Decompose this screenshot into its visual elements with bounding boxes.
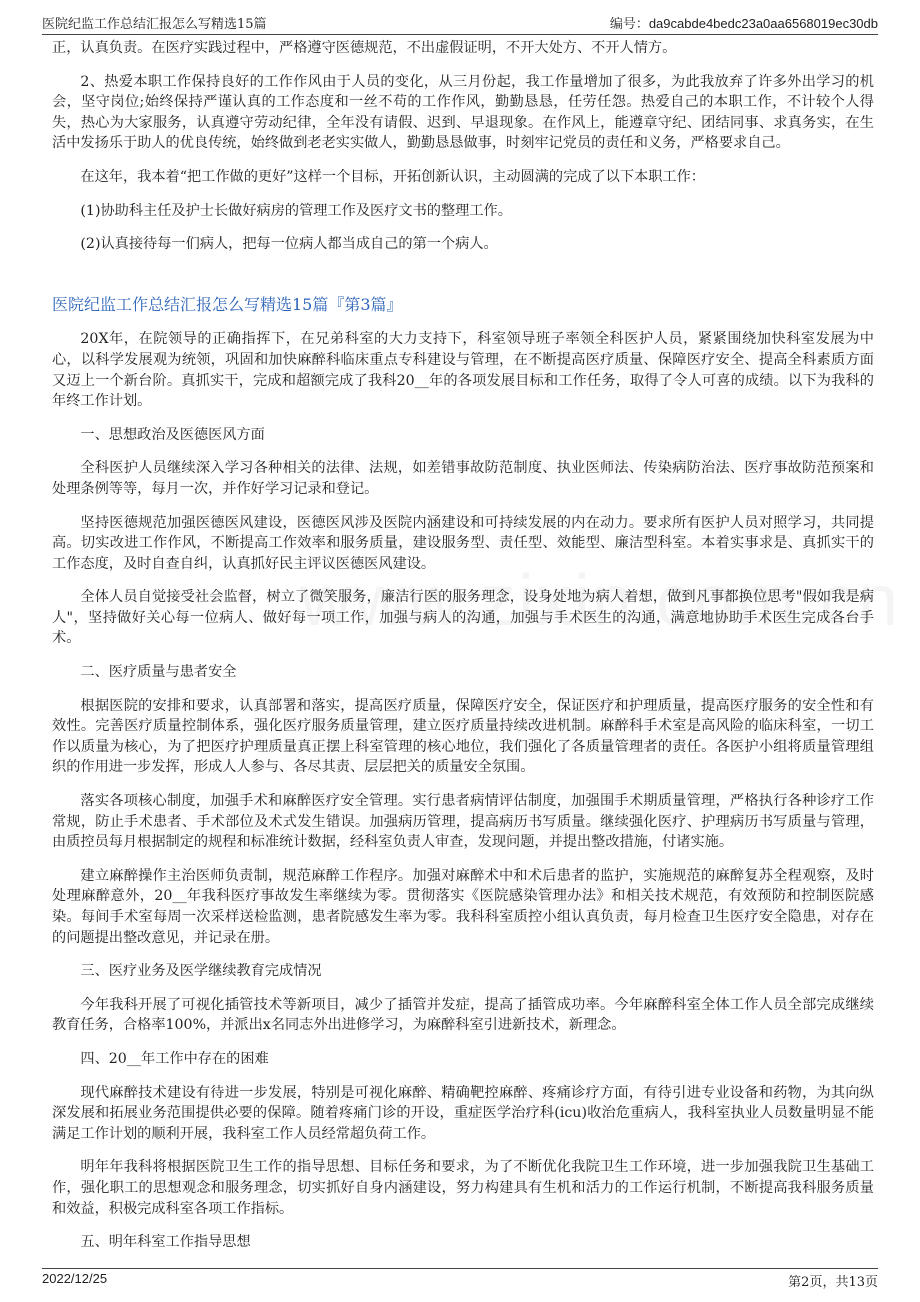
subheading: 五、明年科室工作指导思想 [80, 1234, 251, 1251]
footer-date: 2022/12/25 [42, 1271, 108, 1286]
paragraph: 根据医院的安排和要求，认真部署和落实，提高医疗质量，保障医疗安全，保证医疗和护理质量，提高医疗服务的安全性和有效性。完善医疗质量控制体系，强化医疗服务质量管理，建立医疗质量持续改进机制。麻醉科手术室是高风险的临床科室，一切工作以质量为核心，为了把医疗护理质量真正摆上科室管理的核心地位，我们强化了各质量管理者的责任。各医护小组将质量管理组织的作用进一步发挥，形成人人参与、各尽其责、层层把关的质量安全氛围。 [52, 697, 874, 776]
document-id: 编号：da9cabde4bedc23a0aa6568019ec30db [609, 16, 878, 31]
paragraph: 2、热爱本职工作保持良好的工作作风由于人员的变化，从三月份起，我工作量增加了很多，为此我放弃了许多外出学习的机会，坚守岗位;始终保持严谨认真的工作态度和一丝不苟的工作作风，勤勤恳恳，任劳任怨。热爱自己的本职工作，不计较个人得失，热心为大家服务，认真遵守劳动纪律，全年没有请假、迟到、早退现象。在作风上，能遵章守纪、团结同事、求真务实，在生活中发扬乐于助人的优良传统，始终做到老老实实做人，勤勤恳恳做事，时刻牢记党员的责任和义务，严格要求自己。 [52, 73, 874, 152]
paragraph: 落实各项核心制度，加强手术和麻醉医疗安全管理。实行患者病情评估制度，加强围手术期质量管理，严格执行各种诊疗工作常规，防止手术患者、手术部位及术式发生错误。加强病历管理，提高病历书写质量。继续强化医疗、护理病历书写质量与管理，由质控员每月根据制定的规程和标准统计数据，经科室负责人审查，发现问题，并提出整改措施，付诸实施。 [52, 793, 874, 851]
paragraph: 20X年，在院领导的正确指挥下，在兄弟科室的大力支持下，科室领导班子率领全科医护人员，紧紧围绕加快科室发展为中心，以科学发展观为统领，巩固和加快麻醉科临床重点专科建设与管理，在不断提高医疗质量、保障医疗安全、提高全科素质方面又迈上一个新台阶。真抓实干，完成和超额完成了我科20__年的各项发展目标和工作任务，取得了令人可喜的成绩。以下为我科的年终工作计划。 [52, 331, 874, 410]
page-footer [42, 1268, 878, 1291]
paragraph: 坚持医德规范加强医德医风建设，医德医风涉及医院内涵建设和可持续发展的内在动力。要求所有医护人员对照学习，共同提高。切实改进工作作风，不断提高工作效率和服务质量，建设服务型、责任型、效能型、廉洁型科室。本着实事求是、真抓实干的工作态度，及时自查自纠，认真抓好民主评议医德医风建设。 [52, 514, 874, 572]
list-item: (2)认真接待每一们病人，把每一位病人都当成自己的第一个病人。 [80, 236, 498, 253]
subheading: 一、思想政治及医德医风方面 [80, 426, 265, 443]
subheading: 四、20__年工作中存在的困难 [80, 1050, 269, 1067]
paragraph: 今年我科开展了可视化插管技术等新项目，减少了插管并发症，提高了插管成功率。今年麻醉科室全体工作人员全部完成继续教育任务，合格率100%，并派出x名同志外出进修学习，为麻醉科室引进新技术，新理念。 [52, 996, 874, 1034]
list-item: (1)协助科主任及护士长做好病房的管理工作及医疗文书的整理工作。 [80, 202, 512, 219]
paragraph: 全科医护人员继续深入学习各种相关的法律、法规，如差错事故防范制度、执业医师法、传染病防治法、医疗事故防范预案和处理条例等等，每月一次，并作好学习记录和登记。 [52, 460, 874, 497]
paragraph: 现代麻醉技术建设有待进一步发展，特别是可视化麻醉、精确靶控麻醉、疼痛诊疗方面，有待引进专业设备和药物，为其向纵深发展和拓展业务范围提供必要的保障。随着疼痛门诊的开设，重症医学治疗科(icu)收治危重病人，我科室执业人员数量明显不能满足工作计划的顺利开展，我科室工作人员经常超负荷工作。 [52, 1084, 874, 1142]
paragraph: 建立麻醉操作主治医师负责制，规范麻醉工作程序。加强对麻醉术中和术后患者的监护，实施规范的麻醉复苏全程观察，及时处理麻醉意外，20__年我科医疗事故发生率继续为零。贯彻落实《医院感染管理办法》和相关技术规范，有效预防和控制医院感染。每间手术室每周一次采样送检监测，患者院感发生率为零。我科科室质控小组认真负责，每月检查卫生医疗安全隐患，对存在的问题提出整改意见，并记录在册。 [52, 867, 874, 946]
subheading: 二、医疗质量与患者安全 [80, 664, 237, 681]
page-number: 第2页，共13页 [788, 1275, 878, 1290]
paragraph: 全体人员自觉接受社会监督，树立了微笑服务，廉洁行医的服务理念，设身处地为病人着想，做到凡事都换位思考"假如我是病人"，坚持做好关心每一位病人、做好每一项工作，加强与病人的沟通，加强与手术医生的沟通，满意地协助手术医生完成各台手术。 [52, 589, 874, 647]
subheading: 三、医疗业务及医学继续教育完成情况 [80, 963, 322, 980]
paragraph: 在这年，我本着“把工作做的更好”这样一个目标，开拓创新认识，主动圆满的完成了以下本职工作： [80, 168, 705, 185]
paragraph: 正，认真负责。在医疗实践过程中，严格遵守医德规范，不出虚假证明，不开大处方、不开人情方。 [52, 40, 677, 56]
document-body [52, 38, 874, 1266]
section-title: 医院纪监工作总结汇报怎么写精选15篇『第3篇』 [52, 294, 403, 314]
header-title: 医院纪监工作总结汇报怎么写精选15篇 [42, 17, 267, 32]
paragraph: 明年年我科将根据医院卫生工作的指导思想、目标任务和要求，为了不断优化我院卫生工作环境，进一步加强我院卫生基础工作，强化职工的思想观念和服务理念，切实抓好自身内涵建设，努力构建具有生机和活力的工作运行机制，不断提高我科服务质量和效益，积极完成科室各项工作指标。 [52, 1159, 874, 1217]
page-header [42, 12, 878, 35]
